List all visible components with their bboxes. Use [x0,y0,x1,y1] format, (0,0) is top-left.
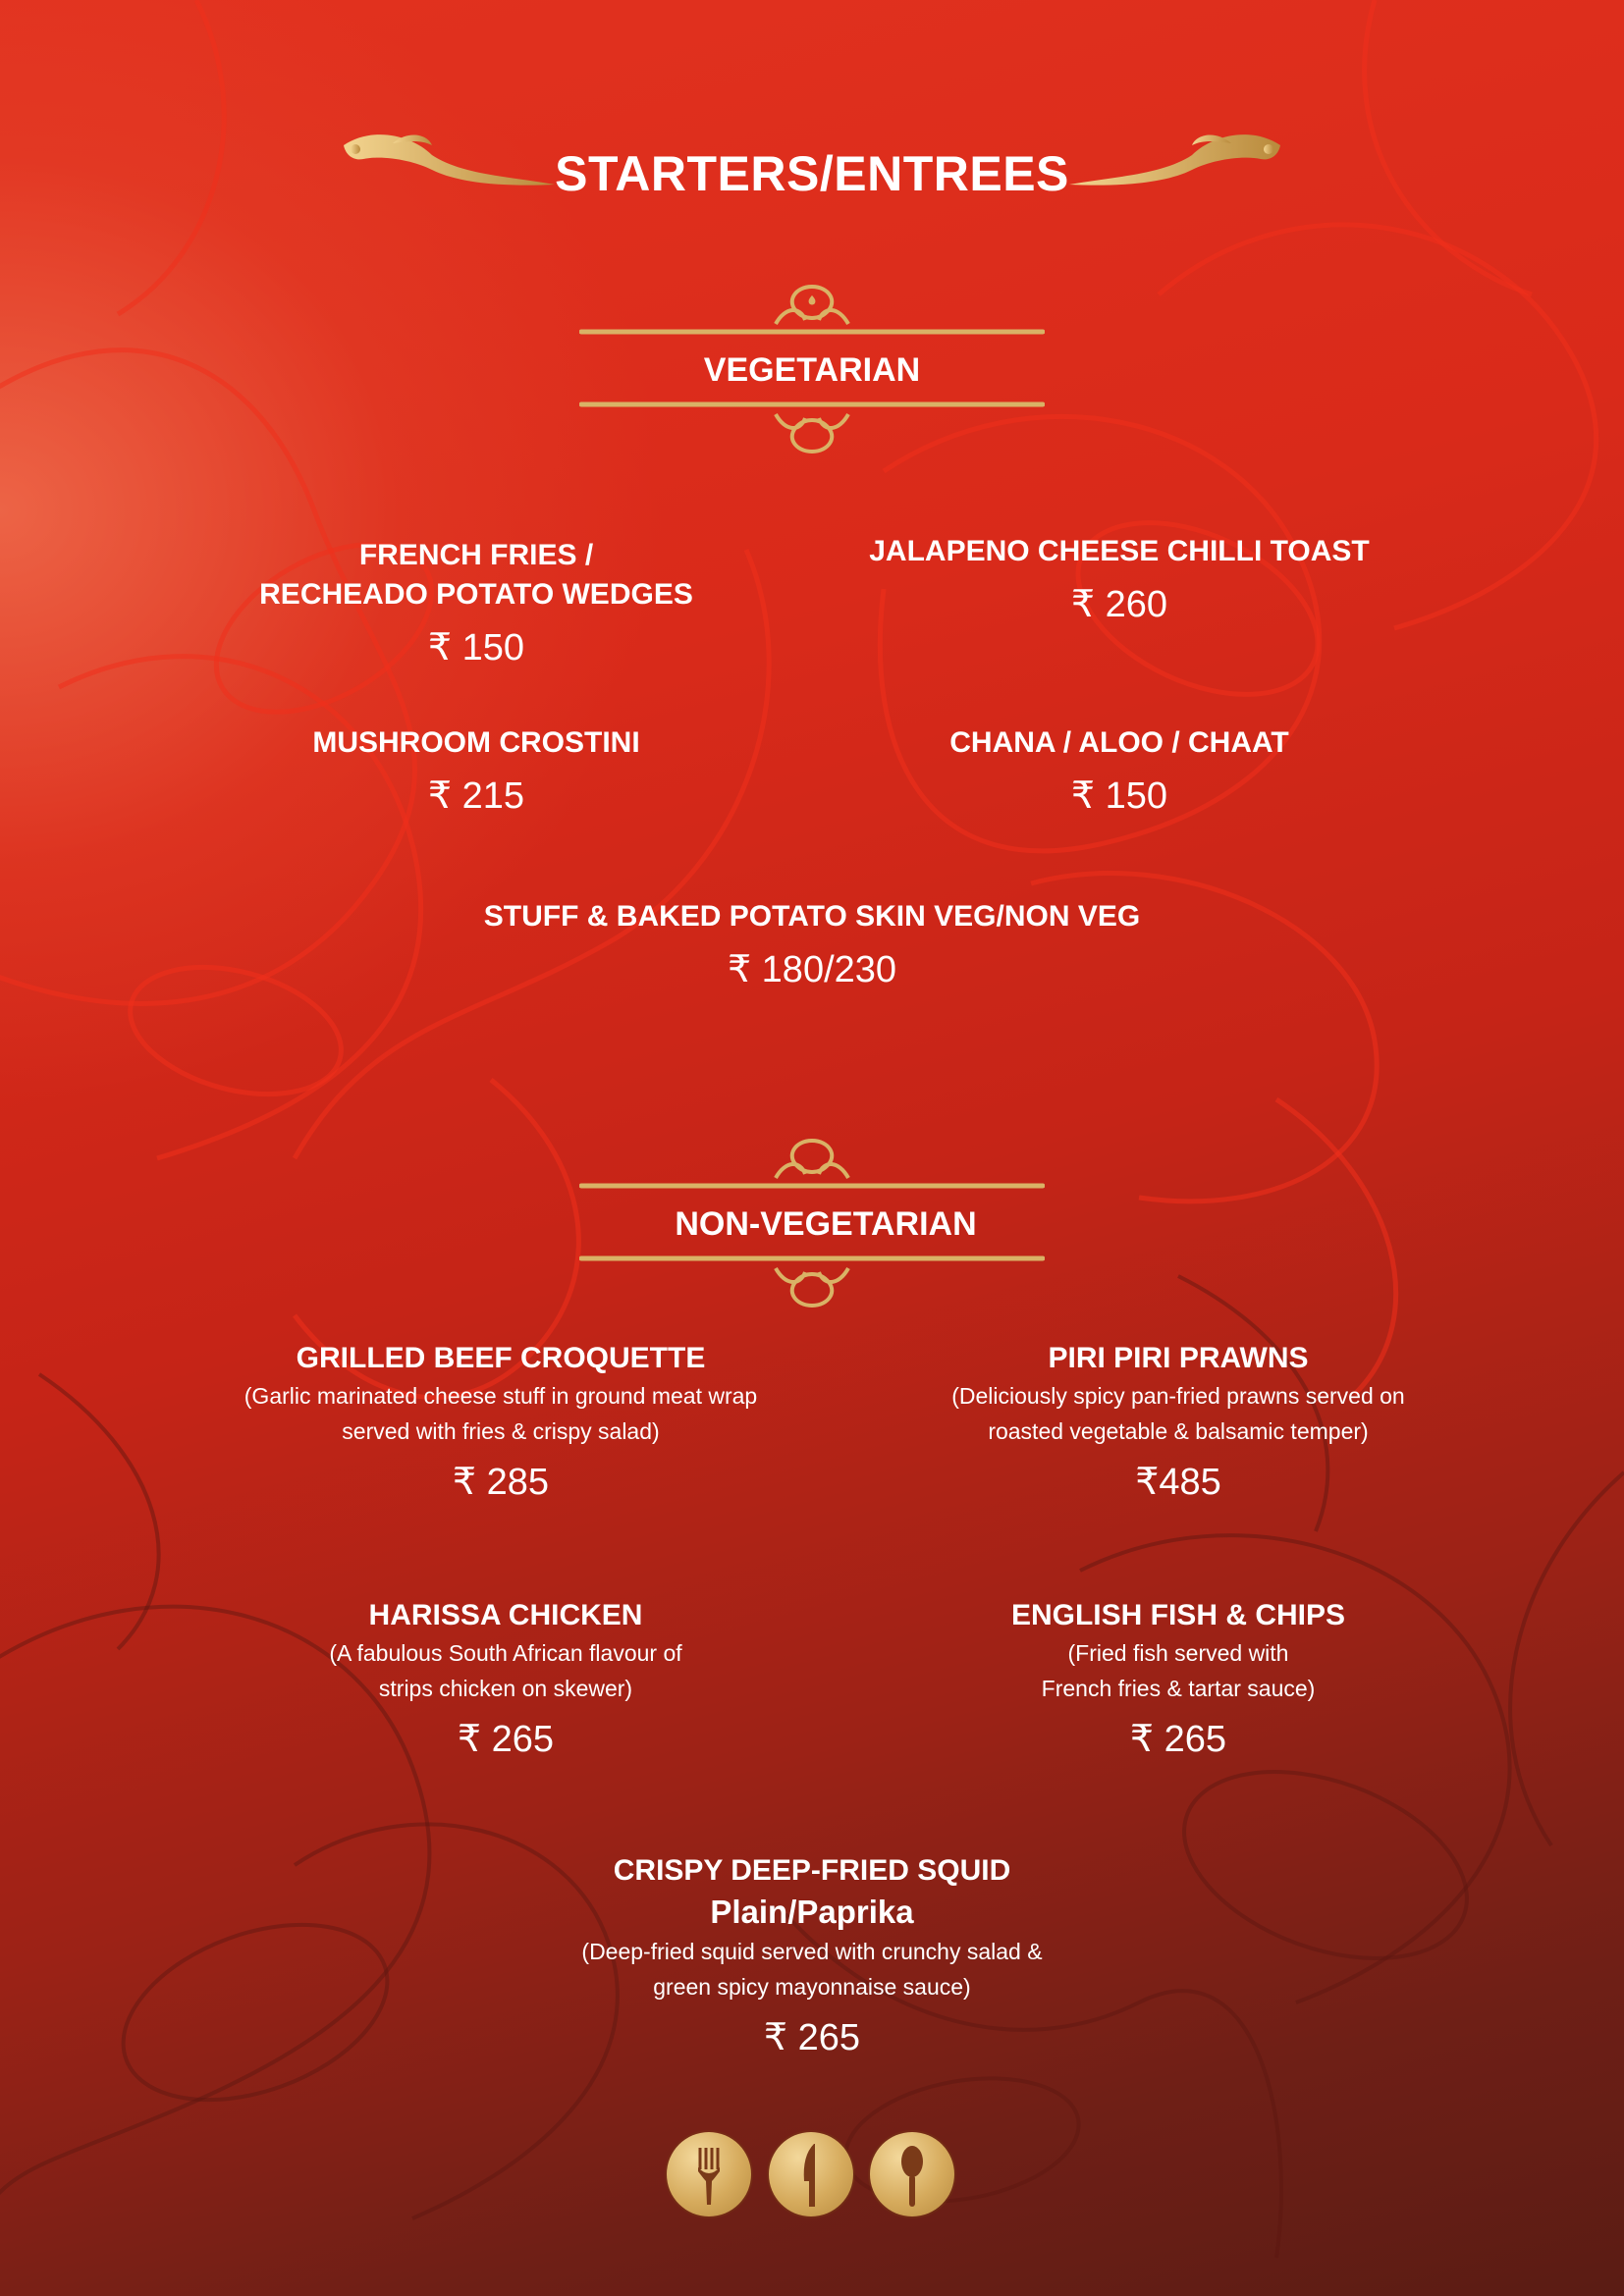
menu-item-grilled-beef-croquette [187,1339,815,1506]
item-description: (A fabulous South African flavour of [329,1640,682,1666]
item-price: ₹ 285 [452,1462,550,1503]
item-price: ₹ 265 [457,1719,555,1760]
item-name: STUFF & BAKED POTATO SKIN VEG/NON VEG [483,900,1141,933]
item-name: ENGLISH FISH & CHIPS [1010,1599,1346,1631]
menu-item-piri-piri-prawns [884,1339,1473,1506]
top-ornament-divider [579,277,1045,346]
spoon-icon [870,2132,954,2216]
item-name: PIRI PIRI PRAWNS [1048,1342,1309,1374]
menu-item-french-fries [196,536,756,671]
item-name: MUSHROOM CROSTINI [312,726,640,759]
item-description: (Deliciously spicy pan-fried prawns served on [951,1383,1405,1409]
item-name: GRILLED BEEF CROQUETTE [296,1342,706,1374]
item-variant: Plain/Paprika [710,1894,914,1930]
page-title: STARTERS/ENTREES [555,146,1069,201]
menu-item-harissa-chicken [236,1596,776,1763]
item-price: ₹ 265 [1129,1719,1227,1760]
menu-item-mushroom-crostini [196,723,756,820]
item-name: FRENCH FRIES / [358,539,594,571]
item-price: ₹485 [1135,1462,1221,1503]
item-name-line2: RECHEADO POTATO WEDGES [259,578,693,611]
bottom-ornament-divider [579,1247,1045,1315]
menu-item-jalapeno-toast [844,532,1394,628]
menu-item-crispy-squid [517,1851,1107,2061]
menu-item-english-fish-chips [903,1596,1453,1763]
knife-icon [769,2132,853,2216]
item-description-line2: French fries & tartar sauce) [1041,1676,1316,1701]
item-price: ₹ 265 [763,2017,861,2058]
item-name: CHANA / ALOO / CHAAT [949,726,1289,759]
item-description-line2: roasted vegetable & balsamic temper) [988,1418,1369,1444]
item-name: JALAPENO CHEESE CHILLI TOAST [869,535,1370,567]
item-price: ₹ 260 [1070,584,1168,625]
menu-item-potato-skin [419,897,1205,993]
item-description: (Fried fish served with [1067,1640,1289,1666]
item-description: (Deep-fried squid served with crunchy salad & [581,1939,1043,1964]
item-name: CRISPY DEEP-FRIED SQUID [613,1854,1011,1887]
top-ornament-divider [579,1131,1045,1200]
item-price: ₹ 180/230 [727,949,897,990]
bottom-ornament-divider [579,393,1045,461]
item-description-line2: green spicy mayonnaise sauce) [653,1974,971,2000]
item-name: HARISSA CHICKEN [368,1599,643,1631]
item-description-line2: served with fries & crispy salad) [342,1418,660,1444]
menu-item-chana-aloo-chaat [844,723,1394,820]
item-price: ₹ 150 [427,627,525,668]
section-title-vegetarian: VEGETARIAN [703,351,921,389]
item-description: (Garlic marinated cheese stuff in ground meat wrap [244,1383,758,1409]
item-price: ₹ 215 [427,775,525,817]
item-price: ₹ 150 [1070,775,1168,817]
section-title-non-vegetarian: NON-VEGETARIAN [675,1205,977,1243]
item-description-line2: strips chicken on skewer) [378,1676,633,1701]
fork-icon [667,2132,751,2216]
